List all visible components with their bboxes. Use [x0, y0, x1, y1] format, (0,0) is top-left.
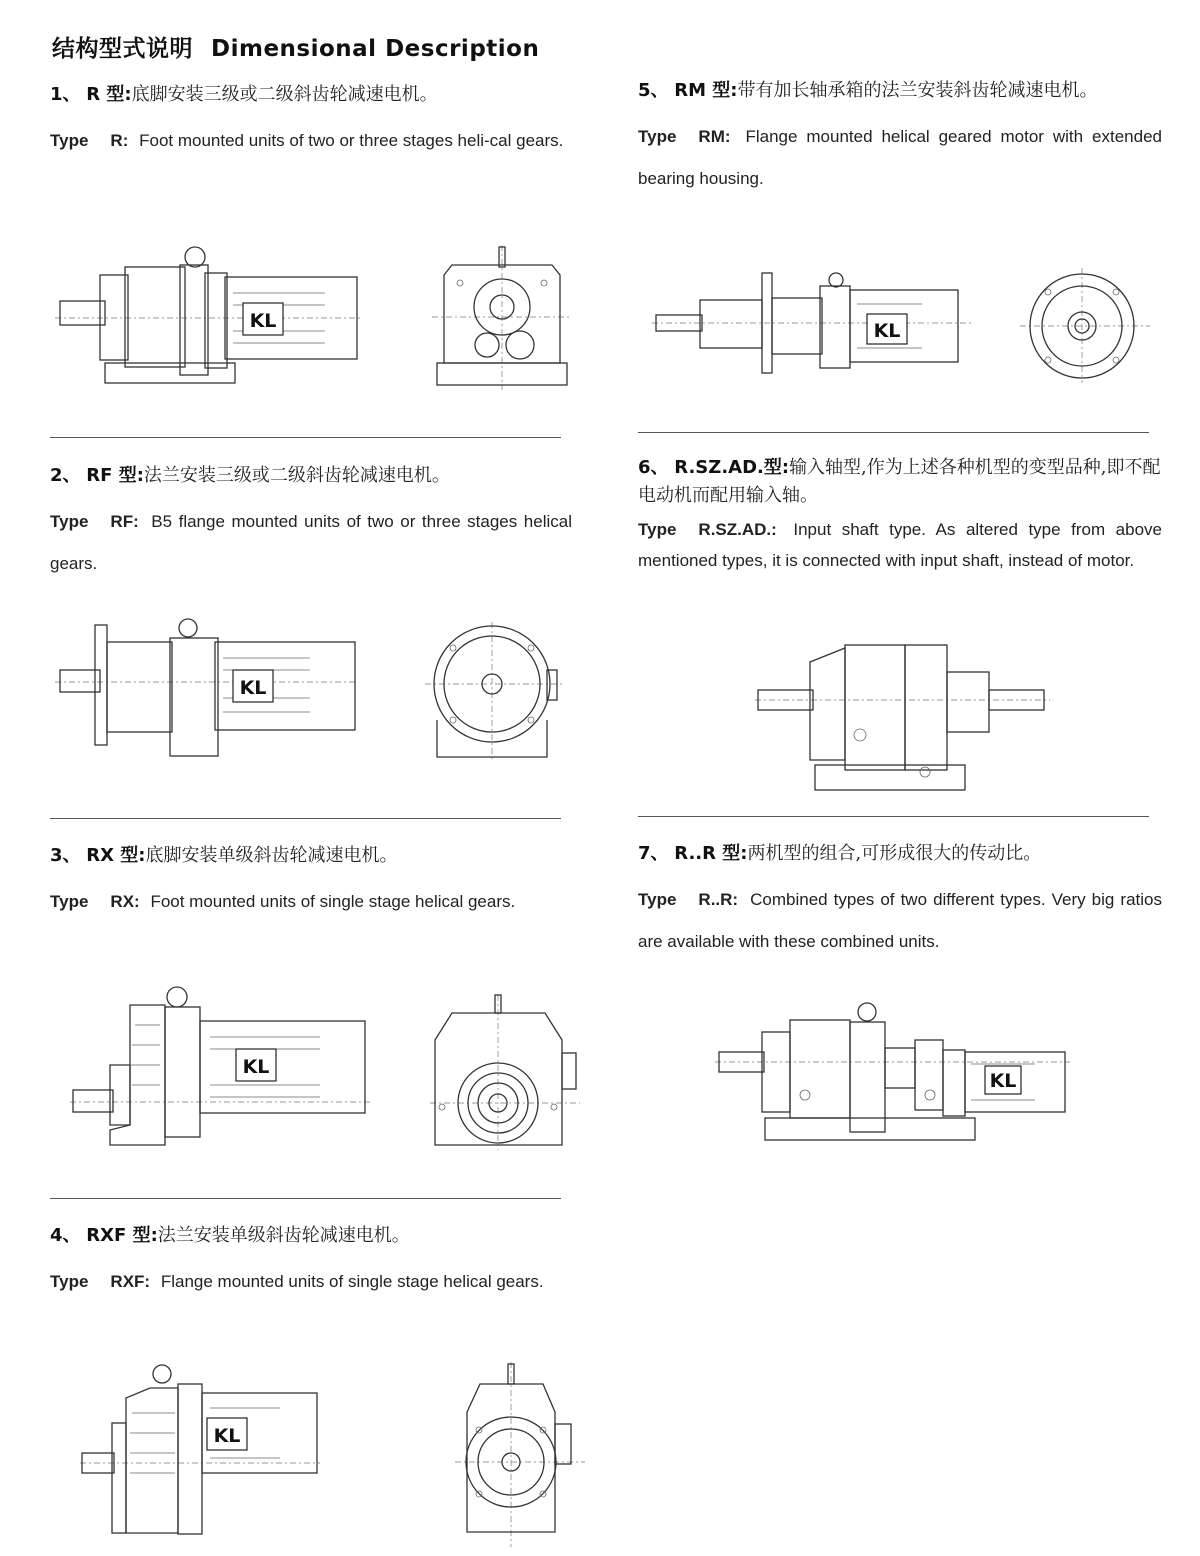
kl-badge-label: KL [989, 1070, 1017, 1092]
divider [638, 816, 1149, 817]
section-rf [50, 461, 572, 585]
kl-badge-label: KL [242, 1056, 270, 1078]
section-number: 6、 [638, 457, 669, 478]
figure-rszad-side [755, 640, 1055, 795]
section-code: RF 型: [86, 465, 144, 486]
figure-rm-front [1020, 268, 1150, 383]
type-word: Type [638, 890, 677, 909]
section-heading [50, 1221, 572, 1247]
section-rxf [50, 1221, 572, 1303]
type-description: B5 flange mounted units of two or three stages helical gears. [50, 512, 572, 573]
section-en-desc [50, 120, 572, 162]
type-word: Type [50, 1272, 89, 1291]
section-en-desc [638, 116, 1162, 200]
page-title-cn: 结构型式说明 [52, 36, 193, 62]
type-description: Input shaft type. As altered type from above mentioned types, it is connected with input shaft, instead of motor. [638, 520, 1162, 570]
type-code: R..R: [698, 890, 739, 909]
section-en-desc [638, 514, 1162, 576]
section-number: 3、 [50, 845, 81, 866]
type-code: RXF: [110, 1272, 151, 1291]
page-title-en: Dimensional Description [211, 36, 540, 62]
figure-rf-front [425, 622, 565, 762]
figure-rm-side [652, 268, 972, 383]
section-rszad [638, 454, 1162, 576]
section-rx [50, 841, 572, 923]
section-cn-desc: 带有加长轴承箱的法兰安装斜齿轮减速电机。 [737, 80, 1098, 101]
figure-r-front [432, 245, 572, 390]
section-code: R..R 型: [674, 843, 748, 864]
section-r [50, 80, 572, 162]
type-code: R: [110, 131, 129, 150]
section-heading [50, 841, 572, 867]
section-en-desc [50, 501, 572, 585]
type-word: Type [50, 512, 89, 531]
section-rr [638, 839, 1162, 963]
section-number: 1、 [50, 84, 81, 105]
kl-badge-label: KL [213, 1425, 241, 1447]
figure-rr-side [715, 1000, 1075, 1145]
divider [50, 818, 561, 819]
type-code: RM: [698, 127, 731, 146]
type-description: Foot mounted units of two or three stages heli-cal gears. [139, 131, 564, 150]
section-cn-desc: 底脚安装三级或二级斜齿轮减速电机。 [131, 84, 438, 105]
section-number: 4、 [50, 1225, 81, 1246]
section-en-desc [50, 881, 572, 923]
type-word: Type [50, 131, 89, 150]
section-rm [638, 76, 1162, 200]
section-number: 7、 [638, 843, 669, 864]
section-code: RX 型: [86, 845, 146, 866]
section-code: RM 型: [674, 80, 738, 101]
type-description: Combined types of two different types. Very big ratios are available with these combined units. [638, 890, 1162, 951]
section-code: RXF 型: [86, 1225, 158, 1246]
figure-rxf-front [455, 1362, 585, 1547]
section-cn-desc: 法兰安装三级或二级斜齿轮减速电机。 [143, 465, 450, 486]
section-heading [638, 454, 1162, 510]
type-word: Type [638, 127, 677, 146]
section-code: R.SZ.AD.型: [674, 457, 790, 478]
section-heading [638, 76, 1162, 102]
section-en-desc [50, 1261, 572, 1303]
section-cn-desc: 两机型的组合,可形成很大的传动比。 [747, 843, 1042, 864]
kl-badge-label: KL [239, 677, 267, 699]
section-en-desc [638, 879, 1162, 963]
figure-rx-front [430, 995, 580, 1150]
figure-rf-side [55, 620, 355, 760]
section-cn-desc: 底脚安装单级斜齿轮减速电机。 [145, 845, 398, 866]
kl-badge-label: KL [873, 320, 901, 342]
section-number: 2、 [50, 465, 81, 486]
section-number: 5、 [638, 80, 669, 101]
type-word: Type [638, 520, 677, 539]
type-code: R.SZ.AD.: [698, 520, 777, 539]
type-description: Foot mounted units of single stage helical gears. [150, 892, 516, 911]
page-title [52, 30, 539, 63]
divider [50, 1198, 561, 1199]
type-description: Flange mounted helical geared motor with extended bearing housing. [638, 127, 1162, 188]
section-heading [50, 461, 572, 487]
figure-rxf-side [80, 1358, 320, 1548]
figure-r-side [55, 245, 365, 390]
type-code: RX: [110, 892, 140, 911]
section-heading [50, 80, 572, 106]
section-cn-desc: 法兰安装单级斜齿轮减速电机。 [157, 1225, 410, 1246]
divider [50, 437, 561, 438]
type-description: Flange mounted units of single stage helical gears. [160, 1272, 544, 1291]
kl-badge-label: KL [249, 310, 277, 332]
divider [638, 432, 1149, 433]
section-heading [638, 839, 1162, 865]
type-word: Type [50, 892, 89, 911]
section-cn-desc: 输入轴型,作为上述各种机型的变型品种,即不配电动机而配用输入轴。 [638, 457, 1161, 506]
figure-rx-side [70, 985, 370, 1145]
section-code: R 型: [86, 84, 132, 105]
type-code: RF: [110, 512, 139, 531]
